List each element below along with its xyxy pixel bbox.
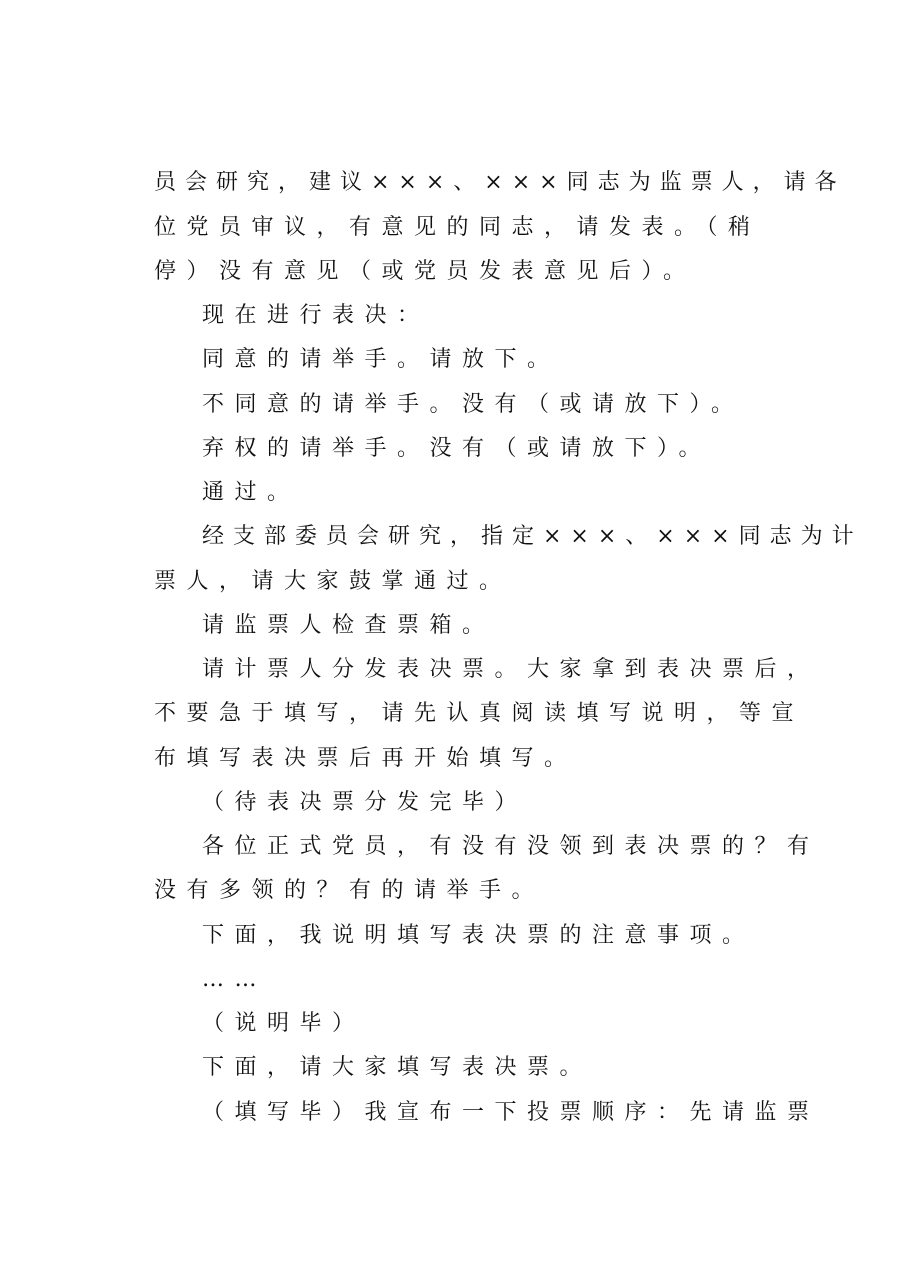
text-line: 请计票人分发表决票。大家拿到表决票后， bbox=[202, 657, 820, 682]
text-line: 不要急于填写，请先认真阅读填写说明，等宣 bbox=[154, 701, 805, 726]
text-line: （说明毕） bbox=[202, 1011, 365, 1036]
text-line: 布填写表决票后再开始填写。 bbox=[154, 746, 577, 771]
text-line: 不同意的请举手。没有（或请放下）。 bbox=[202, 392, 744, 417]
text-line: 停）没有意见（或党员发表意见后）。 bbox=[154, 259, 696, 284]
text-line: 下面，请大家填写表决票。 bbox=[202, 1055, 593, 1080]
text-line: 通过。 bbox=[202, 480, 300, 505]
text-line: 现在进行表决： bbox=[202, 303, 430, 328]
text-line: 请监票人检查票箱。 bbox=[202, 613, 495, 638]
text-line: 下面，我说明填写表决票的注意事项。 bbox=[202, 923, 755, 948]
text-line: 经支部委员会研究，指定×××、×××同志为计 bbox=[202, 524, 863, 549]
text-line: 各位正式党员，有没有没领到表决票的？有 bbox=[202, 834, 820, 859]
text-line: 同意的请举手。请放下。 bbox=[202, 347, 560, 372]
text-line: （待表决票分发完毕） bbox=[202, 790, 528, 815]
text-line: 员会研究，建议×××、×××同志为监票人，请各 bbox=[154, 170, 846, 195]
ellipsis-line: …… bbox=[202, 967, 267, 992]
text-line: 位党员审议，有意见的同志，请发表。（稍 bbox=[154, 215, 761, 240]
text-line: 票人，请大家鼓掌通过。 bbox=[154, 569, 512, 594]
text-line: （填写毕）我宣布一下投票顺序：先请监票 bbox=[202, 1100, 820, 1125]
text-line: 弃权的请举手。没有（或请放下）。 bbox=[202, 436, 712, 461]
text-line: 没有多领的？有的请举手。 bbox=[154, 878, 545, 903]
